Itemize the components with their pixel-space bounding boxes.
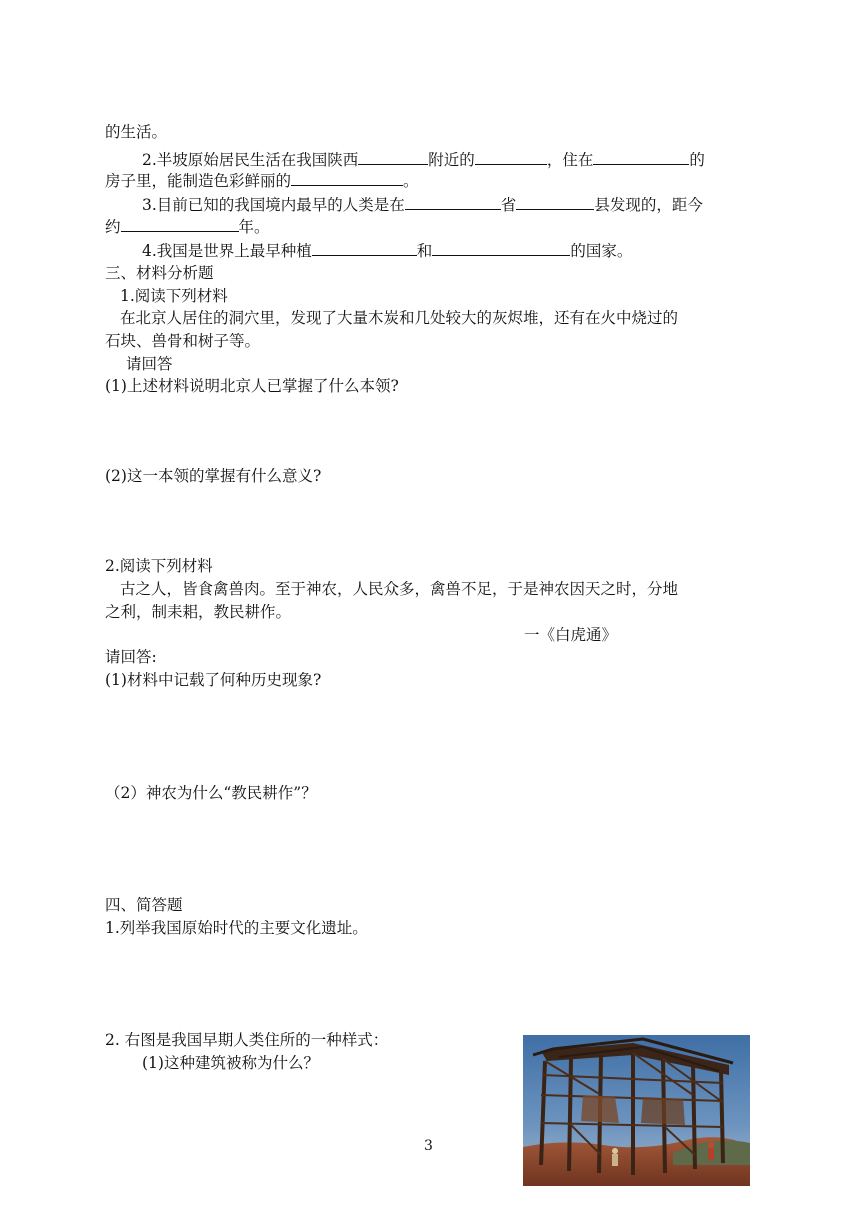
q3-text-e: 年。 [238, 218, 270, 236]
fill-blank[interactable] [593, 149, 689, 165]
question-text: (2)这一本领的掌握有什么意义? [105, 467, 322, 485]
question-2-line-1 [142, 149, 705, 170]
section-heading: 三、材料分析题 [105, 264, 214, 282]
q2-text-c: ，住在 [546, 151, 594, 169]
q4-text-c: 的国家。 [570, 242, 633, 260]
prompt-label: 请回答 [126, 355, 173, 373]
fill-blank[interactable] [121, 216, 239, 232]
question-text: （2）神农为什么“教民耕作”？ [105, 784, 317, 802]
material-1-text: 在北京人居住的洞穴里，发现了大量木炭和几处较大的灰烬堆，还有在火中烧过的 [120, 309, 679, 327]
question-3-line-2 [105, 216, 270, 237]
q3-text-d: 约 [105, 218, 121, 236]
question-text: 2. 右图是我国早期人类住所的一种样式： [105, 1031, 389, 1049]
stilt-house-photo [523, 1035, 750, 1186]
q2-text-b: 附近的 [428, 151, 475, 169]
text-line: 的生活。 [105, 123, 168, 141]
question-text: (1)这种建筑被称为什么？ [142, 1054, 319, 1072]
material-1-title: 1.阅读下列材料 [120, 287, 228, 305]
fill-blank[interactable] [405, 194, 501, 210]
material-2-title: 2.阅读下列材料 [105, 557, 213, 575]
question-text: 1.列举我国原始时代的主要文化遗址。 [105, 919, 368, 937]
question-text: (1)上述材料说明北京人已掌握了什么本领? [105, 377, 399, 395]
q3-text-b: 省 [500, 196, 517, 214]
fill-blank[interactable] [291, 170, 403, 186]
fill-blank[interactable] [312, 240, 417, 256]
q2-text-d: 的 [689, 151, 705, 169]
prompt-label: 请回答: [105, 648, 157, 666]
q2-text-a: 2.半坡原始居民生活在我国陕西 [142, 151, 359, 169]
fill-blank[interactable] [516, 194, 594, 210]
material-source: 一《白虎通》 [524, 626, 618, 644]
question-text: (1)材料中记载了何种历史现象? [105, 671, 322, 689]
material-1-text: 石块、兽骨和树子等。 [105, 332, 261, 350]
fill-blank[interactable] [475, 149, 547, 165]
q2-text-e: 房子里，能制造色彩鲜丽的 [105, 172, 292, 190]
q3-text-a: 3.目前已知的我国境内最早的人类是在 [142, 196, 405, 214]
fill-blank[interactable] [358, 149, 428, 165]
q4-text-b: 和 [416, 242, 433, 260]
page-number: 3 [424, 1138, 433, 1154]
material-2-text: 古之人，皆食禽兽肉。至于神农，人民众多，禽兽不足，于是神农因天之时，分地 [120, 580, 679, 598]
question-3-line-1 [142, 194, 703, 215]
q2-text-f: 。 [403, 172, 419, 190]
fill-blank[interactable] [432, 240, 570, 256]
q3-text-c: 县发现的，距今 [594, 196, 703, 214]
q4-text-a: 4.我国是世界上最早种植 [142, 242, 312, 260]
material-2-text: 之利，制耒耜，教民耕作。 [105, 603, 292, 621]
question-2-line-2 [105, 170, 419, 191]
question-4-line [142, 240, 632, 261]
section-heading: 四、简答题 [105, 896, 183, 914]
